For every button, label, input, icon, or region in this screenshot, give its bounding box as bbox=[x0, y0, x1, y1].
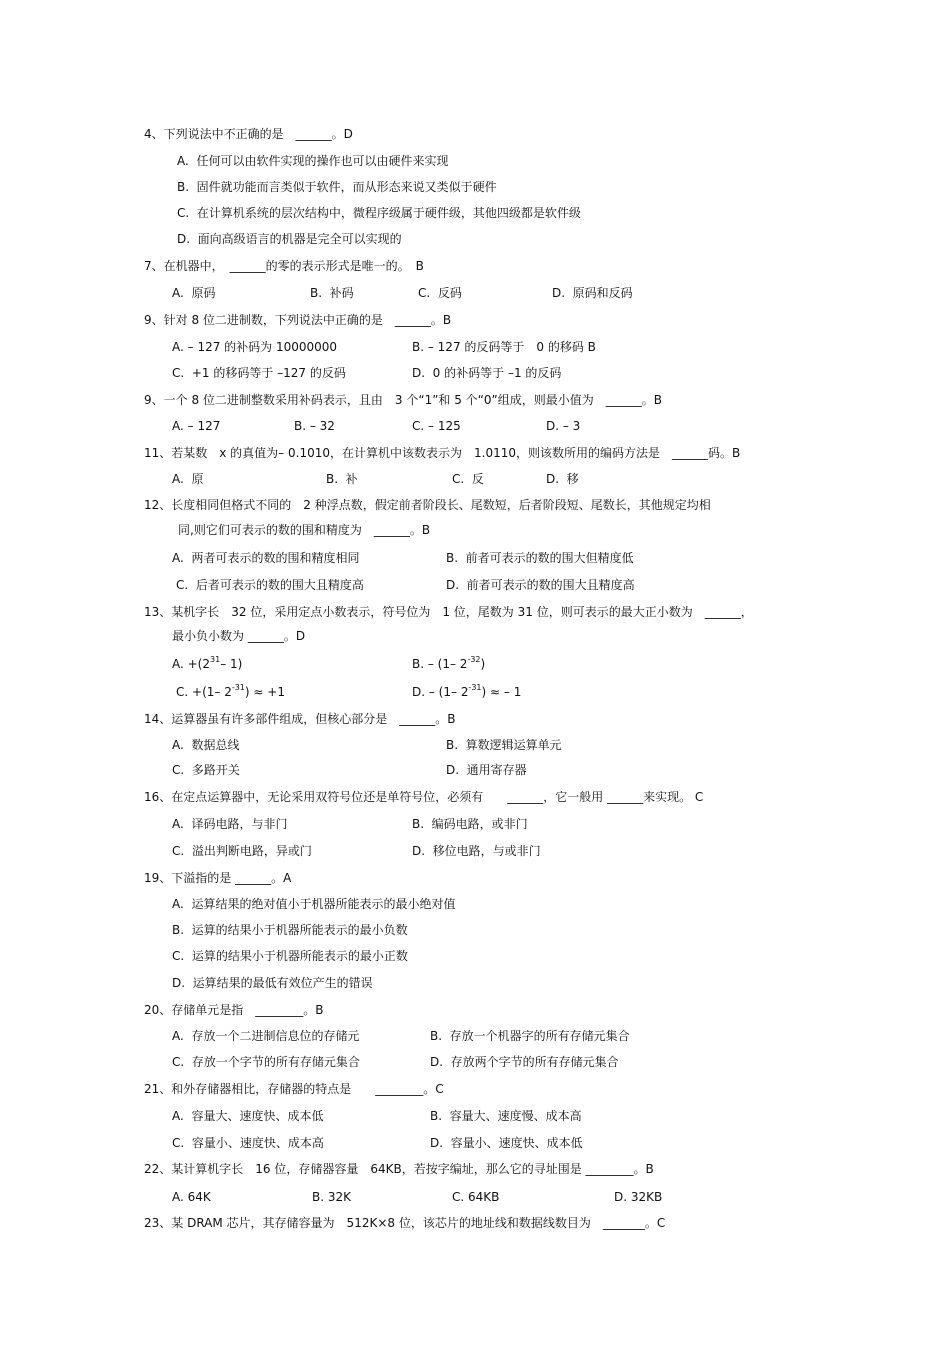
option-a: A. 译码电路，与非门 bbox=[172, 817, 288, 831]
option-d: D. – (1– $2^{-31}$) ≈ – 1 bbox=[412, 683, 522, 699]
option-b: B. 运算的结果小于机器所能表示的最小负数 bbox=[172, 923, 408, 937]
option-a: A. 存放一个二进制信息位的存储元 bbox=[172, 1029, 360, 1043]
option-a: A. 运算结果的绝对值小于机器所能表示的最小绝对值 bbox=[172, 897, 456, 911]
option-d: D. 运算结果的最低有效位产生的错误 bbox=[172, 976, 373, 990]
option-b: B. 32K bbox=[312, 1190, 351, 1204]
option-d: D. 0 的补码等于 –1 的反码 bbox=[412, 366, 562, 380]
option-a: A. – 127 的补码为 10000000 bbox=[172, 340, 338, 354]
option-b: B. – 127 的反码等于 0 的移码 B bbox=[412, 340, 596, 354]
question-stem-continued: 最小负小数为 ______。D bbox=[172, 629, 306, 643]
question-stem: 7、在机器中， ______的零的表示形式是唯一的。 B bbox=[144, 259, 424, 273]
option-c: C. +(1– $2^{-31}) \approx +1$ bbox=[176, 683, 285, 699]
option-c: C. – 125 bbox=[412, 419, 461, 433]
option-c: C. 在计算机系统的层次结构中，微程序级属于硬件级，其他四级都是软件级 bbox=[177, 206, 581, 220]
option-c: C. 反码 bbox=[418, 286, 462, 300]
option-c: C. +1 的移码等于 –127 的反码 bbox=[172, 366, 346, 380]
option-a: A. – 127 bbox=[172, 419, 221, 433]
option-b: B. 补码 bbox=[310, 286, 354, 300]
option-c: C. 运算的结果小于机器所能表示的最小正数 bbox=[172, 949, 408, 963]
option-a: A. 容量大、速度快、成本低 bbox=[172, 1109, 324, 1123]
option-b: B. 固件就功能而言类似于软件，而从形态来说又类似于硬件 bbox=[177, 180, 497, 194]
question-stem: 13、某机字长 32 位，采用定点小数表示，符号位为 1 位，尾数为 31 位，则可表示的最大正小数为 ______， bbox=[144, 605, 753, 619]
option-a: A. 原 bbox=[172, 472, 204, 486]
question-stem: 9、一个 8 位二进制整数采用补码表示，且由 3 个“1”和 5 个“0”组成，则最小值为 ______。B bbox=[144, 393, 662, 407]
option-a: A. 两者可表示的数的围和精度相同 bbox=[172, 551, 360, 565]
question-stem: 9、针对 8 位二进制数，下列说法中正确的是 ______。B bbox=[144, 313, 452, 327]
option-c: C. 多路开关 bbox=[172, 763, 240, 777]
question-stem: 16、在定点运算器中，无论采用双符号位还是单符号位，必须有 ______，它一般用 ______来实现。 C bbox=[144, 790, 704, 804]
question-stem: 21、和外存储器相比，存储器的特点是 ________。C bbox=[144, 1082, 444, 1096]
option-d: D. 前者可表示的数的围大且精度高 bbox=[446, 578, 635, 592]
option-a: A. $+(2^{31}-$ 1) bbox=[172, 655, 243, 671]
option-b: B. 补 bbox=[326, 472, 358, 486]
option-a: A. 任何可以由软件实现的操作也可以由硬件来实现 bbox=[177, 154, 449, 168]
question-stem: 4、下列说法中不正确的是 ______。D bbox=[144, 127, 353, 141]
option-c: C. 存放一个字节的所有存储元集合 bbox=[172, 1055, 360, 1069]
option-d: D. 通用寄存器 bbox=[446, 763, 527, 777]
option-b: B. 前者可表示的数的围大但精度低 bbox=[446, 551, 634, 565]
option-c: C. 反 bbox=[452, 472, 484, 486]
question-stem: 22、某计算机字长 16 位，存储器容量 64KB，若按字编址，那么它的寻址围是 ________。B bbox=[144, 1162, 654, 1176]
option-c: C. 后者可表示的数的围大且精度高 bbox=[176, 578, 364, 592]
option-a: A. 数据总线 bbox=[172, 738, 240, 752]
question-stem: 12、长度相同但格式不同的 2 种浮点数，假定前者阶段长、尾数短，后者阶段短、尾数长，其他规定均相 bbox=[144, 498, 711, 512]
question-stem: 20、存储单元是指 ________。B bbox=[144, 1003, 324, 1017]
question-stem: 11、若某数 x 的真值为– 0.1010，在计算机中该数表示为 1.0110，则该数所用的编码方法是 ______码。B bbox=[144, 446, 741, 460]
option-a: A. 原码 bbox=[172, 286, 216, 300]
option-b: B. – (1– $2^{-32}$) bbox=[412, 655, 486, 671]
option-c: C. 64KB bbox=[452, 1190, 500, 1204]
question-stem: 14、运算器虽有许多部件组成，但核心部分是 ______。B bbox=[144, 712, 456, 726]
option-a: A. 64K bbox=[172, 1190, 211, 1204]
option-d: D. 面向高级语言的机器是完全可以实现的 bbox=[177, 232, 402, 246]
option-d: D. 存放两个字节的所有存储元集合 bbox=[430, 1055, 619, 1069]
option-b: B. 算数逻辑运算单元 bbox=[446, 738, 562, 752]
option-b: B. 存放一个机器字的所有存储元集合 bbox=[430, 1029, 630, 1043]
option-c: C. 容量小、速度快、成本高 bbox=[172, 1136, 324, 1150]
option-d: D. – 3 bbox=[546, 419, 581, 433]
option-b: B. 容量大、速度慢、成本高 bbox=[430, 1109, 582, 1123]
question-stem-continued: 同,则它们可表示的数的围和精度为 ______。B bbox=[178, 523, 431, 537]
option-d: D. 32KB bbox=[614, 1190, 663, 1204]
option-d: D. 移位电路，与或非门 bbox=[412, 844, 541, 858]
option-d: D. 原码和反码 bbox=[552, 286, 633, 300]
option-c: C. 溢出判断电路，异或门 bbox=[172, 844, 312, 858]
question-stem: 19、下溢指的是 ______。A bbox=[144, 871, 292, 885]
option-d: D. 移 bbox=[546, 472, 579, 486]
question-stem: 23、某 DRAM 芯片，其存储容量为 512K×8 位，该芯片的地址线和数据线数目为 _______。C bbox=[144, 1216, 666, 1230]
option-d: D. 容量小、速度快、成本低 bbox=[430, 1136, 583, 1150]
option-b: B. 编码电路，或非门 bbox=[412, 817, 528, 831]
option-b: B. – 32 bbox=[294, 419, 335, 433]
